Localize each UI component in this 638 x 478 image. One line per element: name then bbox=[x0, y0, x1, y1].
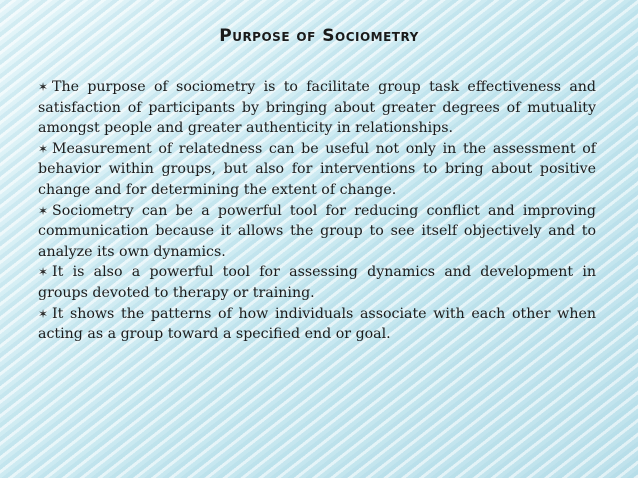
bullet-text: It shows the patterns of how individuals associate with each other when acting as a group toward a specified end or goal. bbox=[38, 305, 596, 343]
star-bullet-icon: ✶ bbox=[38, 203, 49, 218]
bullet-text: Sociometry can be a powerful tool for reducing conflict and improving communication because it allows the group to see itself objectively and to analyze its own dynamics. bbox=[38, 202, 596, 260]
star-bullet-icon: ✶ bbox=[38, 265, 49, 280]
star-bullet-icon: ✶ bbox=[38, 141, 49, 156]
list-item bbox=[38, 262, 596, 303]
bullet-text: It is also a powerful tool for assessing dynamics and development in groups devoted to therapy or training. bbox=[38, 264, 596, 301]
star-bullet-icon: ✶ bbox=[38, 80, 49, 94]
bullet-text: The purpose of sociometry is to facilitate group task effectiveness and satisfaction of participants by bringing about greater degrees of mutuality amongst people and greater authenticity in relationships. bbox=[38, 79, 596, 137]
bullet-list bbox=[38, 77, 596, 345]
list-item bbox=[38, 77, 596, 139]
bullet-text: Measurement of relatedness can be useful not only in the assessment of behavior within groups, but also for interventions to bring about positive change and for determining the extent of change. bbox=[38, 140, 596, 198]
slide-title: Purpose of Sociometry bbox=[219, 26, 419, 46]
list-item bbox=[38, 201, 596, 263]
list-item bbox=[38, 139, 596, 201]
star-bullet-icon: ✶ bbox=[38, 306, 49, 321]
list-item bbox=[38, 304, 596, 345]
